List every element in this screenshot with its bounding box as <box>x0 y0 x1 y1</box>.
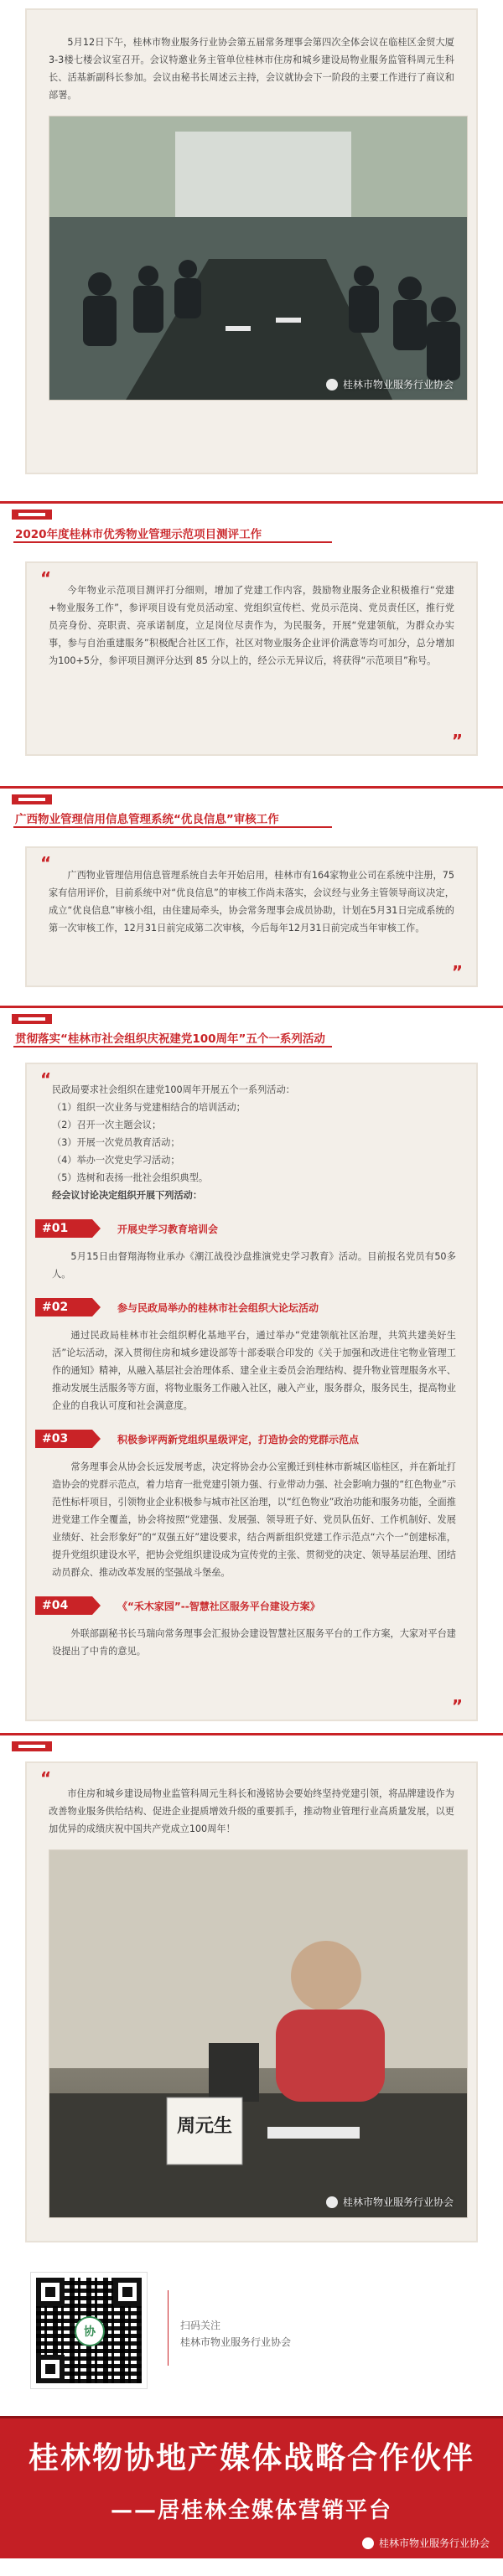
qr-caption <box>180 2317 291 2351</box>
quote-open-icon: “ <box>40 1069 52 1089</box>
microphone-stand <box>209 2043 259 2102</box>
wechat-icon <box>326 379 338 391</box>
org-logo-icon: 协 <box>75 2316 105 2346</box>
qr-finder-icon <box>113 2278 142 2306</box>
activity-requirements <box>52 1081 456 1204</box>
section-4 <box>0 1723 503 2248</box>
event-header-3 <box>35 1428 456 1451</box>
banner-headline: 桂林物协地产媒体战略合作伙伴 <box>28 2441 474 2475</box>
nameplate-text: 周元生 <box>176 2116 232 2137</box>
event-text-3: 常务理事会从协会长远发展考虑，决定将协会办公室搬迁到桂林市新城区临桂区，并在新址打造协会的党群示范点，着力培育一批党建引领力强、行业带动力强、社会影响力强的“红色物业”示范性标杆项目，引领物业企业积极参与城市社区治理，以“红色物业”政治功能和服务功能，全面推进党建工作全覆盖，协会将按照“党建强、发展强、领导班子好、党员队伍好、工作机制好、发展业绩好、社会形象好”的“双强五好”建设要求，结合两新组织党建工作示范点“六个一”创建标准，提升党组织建设水平，把协会党组织建设成为宣传党的主张、贯彻党的决定、领导基层治理、团结动员群众、推动改革发展的坚强战斗堡垒。 <box>52 1461 456 1578</box>
intro-panel <box>25 8 478 474</box>
title-underline <box>13 1046 332 1047</box>
event-label: 参与民政局举办的桂林市社会组织大论坛活动 <box>117 1302 319 1314</box>
photo-watermark <box>326 2195 454 2209</box>
event-header-2 <box>35 1296 456 1320</box>
wechat-icon <box>362 2537 374 2549</box>
watermark-text: 桂林市物业服务行业协会 <box>342 2196 454 2208</box>
event-label: 《“禾木家园”--智慧社区服务平台建设方案》 <box>117 1601 320 1612</box>
section-rule <box>0 1733 503 1735</box>
watermark-text: 桂林市物业服务行业协会 <box>342 379 454 391</box>
photo-watermark <box>326 377 454 391</box>
section-2 <box>0 776 503 996</box>
requirement-line: （4）举办一次党史学习活动； <box>52 1155 180 1166</box>
meeting-illustration <box>49 116 468 401</box>
section-tab <box>12 510 52 520</box>
requirement-line: （3）开展一次党员教育活动； <box>52 1137 180 1148</box>
watermark-text: 桂林市物业服务行业协会 <box>378 2537 490 2549</box>
scan-label: 扫码关注 <box>180 2320 221 2331</box>
qr-finder-icon <box>36 2278 65 2306</box>
section-3-panel <box>25 1063 478 1721</box>
quote-open-icon: “ <box>40 1768 52 1788</box>
event-number: #01 <box>35 1219 92 1238</box>
decision-line: 经会议讨论决定组织开展下列活动： <box>52 1190 203 1201</box>
section-3-title: 贯彻落实“桂林市社会组织庆祝建党100周年”五个一系列活动 <box>15 1032 325 1046</box>
section-tab <box>12 1741 52 1751</box>
section-rule <box>0 501 503 504</box>
wechat-icon <box>326 2196 338 2208</box>
quote-close-icon: ” <box>451 731 463 751</box>
requirement-line: （1）组织一次业务与党建相结合的培训活动； <box>52 1102 246 1113</box>
section-1 <box>0 491 503 776</box>
quote-open-icon: “ <box>40 568 52 588</box>
section-4-header <box>0 1723 503 1756</box>
requirement-line: （5）选树和表扬一批社会组织典型。 <box>52 1172 209 1183</box>
partner-banner <box>0 2416 503 2558</box>
qr-section <box>0 2248 503 2416</box>
official-illustration <box>49 1850 468 2218</box>
requirement-line: 民政局要求社会组织在建党100周年开展五个一系列活动： <box>52 1084 295 1095</box>
intro-section <box>0 0 503 491</box>
event-number: #03 <box>35 1430 92 1448</box>
quote-open-icon: “ <box>40 853 52 873</box>
quote-close-icon: ” <box>451 962 463 982</box>
event-header-4 <box>35 1595 456 1618</box>
event-text-1: 5月15日由督翔海物业承办《潮江战役沙盘推演党史学习教育》活动。目前报名党员有50多人。 <box>52 1251 456 1280</box>
section-1-paragraph: 今年物业示范项目测评打分细则，增加了党建工作内容，鼓励物业服务企业积极推行“党建+物业服务工作”，参评项目设有党员活动室、党组织宣传栏、党员示范岗、党员责任区，推行党员亮身份、亮职责、亮承诺制度，立足岗位尽责作为，为民服务，开展“党建领航，为群众办实事，参与自治重建服务”积极配合社区工作，社区对物业服务企业评价满意等均可加分，总分增加为100+5分，参评项目测评分达到 85 分以上的，经公示无异议后，将获得“示范项目”称号。 <box>49 585 454 666</box>
banner-subline: ——居桂林全媒体营销平台 <box>110 2498 392 2523</box>
qr-finder-icon <box>36 2355 65 2383</box>
section-3 <box>0 996 503 1723</box>
section-2-title: 广西物业管理信用信息管理系统“优良信息”审核工作 <box>15 813 279 826</box>
speaker-shirt <box>276 2010 385 2102</box>
event-number: #04 <box>35 1596 92 1615</box>
official-photo <box>49 1849 468 2218</box>
projection-screen <box>175 132 351 224</box>
event-number: #02 <box>35 1298 92 1316</box>
qr-divider <box>168 2290 169 2366</box>
event-text-4: 外联部副秘书长马瑞向常务理事会汇报协会建设智慧社区服务平台的工作方案，大家对平台建设提出了中肯的意见。 <box>52 1628 456 1657</box>
intro-paragraph: 5月12日下午，桂林市物业服务行业协会第五届常务理事会第四次全体会议在临桂区金贸大厦3-3楼七楼会议室召开。会议特邀业务主管单位桂林市住房和城乡建设局物业服务监管科周元生科长、活基新副科长参加。会议由秘书长周述云主持，会议就协会下一阶段的主要工作进行了商议和部署。 <box>49 37 454 101</box>
section-1-header <box>0 491 503 550</box>
qr-code[interactable] <box>30 2272 148 2389</box>
section-rule <box>0 1006 503 1008</box>
org-name: 桂林市物业服务行业协会 <box>180 2336 292 2348</box>
event-header-1 <box>35 1218 456 1241</box>
meeting-photo <box>49 116 468 401</box>
section-2-header <box>0 776 503 835</box>
banner-stripe <box>0 2416 503 2418</box>
event-label: 积极参评两新党组织星级评定，打造协会的党群示范点 <box>117 1434 360 1446</box>
section-tab <box>12 794 52 804</box>
speaker-head <box>291 1941 361 2011</box>
quote-close-icon: ” <box>451 1696 463 1716</box>
section-1-title: 2020年度桂林市优秀物业管理示范项目测评工作 <box>15 528 262 541</box>
section-4-paragraph: 市住房和城乡建设局物业监管科周元生科长和漫铭协会要始终坚持党建引领，将品牌建设作为改善物业服务供给结构、促进企业提质增效升级的重要抓手，推动物业管理行业高质量发展，以更加优异的成绩庆祝中国共产党成立100周年！ <box>49 1788 454 1834</box>
event-text-2: 通过民政局桂林市社会组织孵化基地平台，通过举办“党建领航社区治理，共筑共建美好生活”论坛活动，深入贯彻住房和城乡建设部等十部委联合印发的《关于加强和改进住宅物业管理工作的通知》精神，从融入基层社会治理体系、建全业主委员会治理结构、提升物业管理服务水平、推动发展生活服务等方面，将物业服务工作融入社区，融入产业，服务群众，服务民生，提高物业企业的自我认可度和社会满意度。 <box>52 1330 456 1411</box>
section-3-header <box>0 996 503 1054</box>
section-1-panel <box>25 561 478 756</box>
banner-watermark <box>362 2536 490 2550</box>
section-4-panel <box>25 1761 478 2242</box>
section-tab <box>12 1014 52 1024</box>
section-rule <box>0 786 503 789</box>
title-underline <box>13 541 332 543</box>
requirement-line: （2）召开一次主题会议； <box>52 1120 162 1130</box>
event-label: 开展史学习教育培训会 <box>117 1223 219 1235</box>
section-2-panel <box>25 846 478 987</box>
title-underline <box>13 826 332 828</box>
section-2-paragraph: 广西物业管理信用信息管理系统自去年开始启用，桂林市有164家物业公司在系统中注册，75家有信用评价，目前系统中对“优良信息”的审核工作尚未落实，会议经与业务主管领导商议决定，成立“优良信息”审核小组，由住建局牵头，协会常务理事会成员协助，计划在5月31日完成系统的第一次审核工作，12月31日前完成第二次审核，今后每年12月31日前完成当年审核工作。 <box>49 870 454 934</box>
